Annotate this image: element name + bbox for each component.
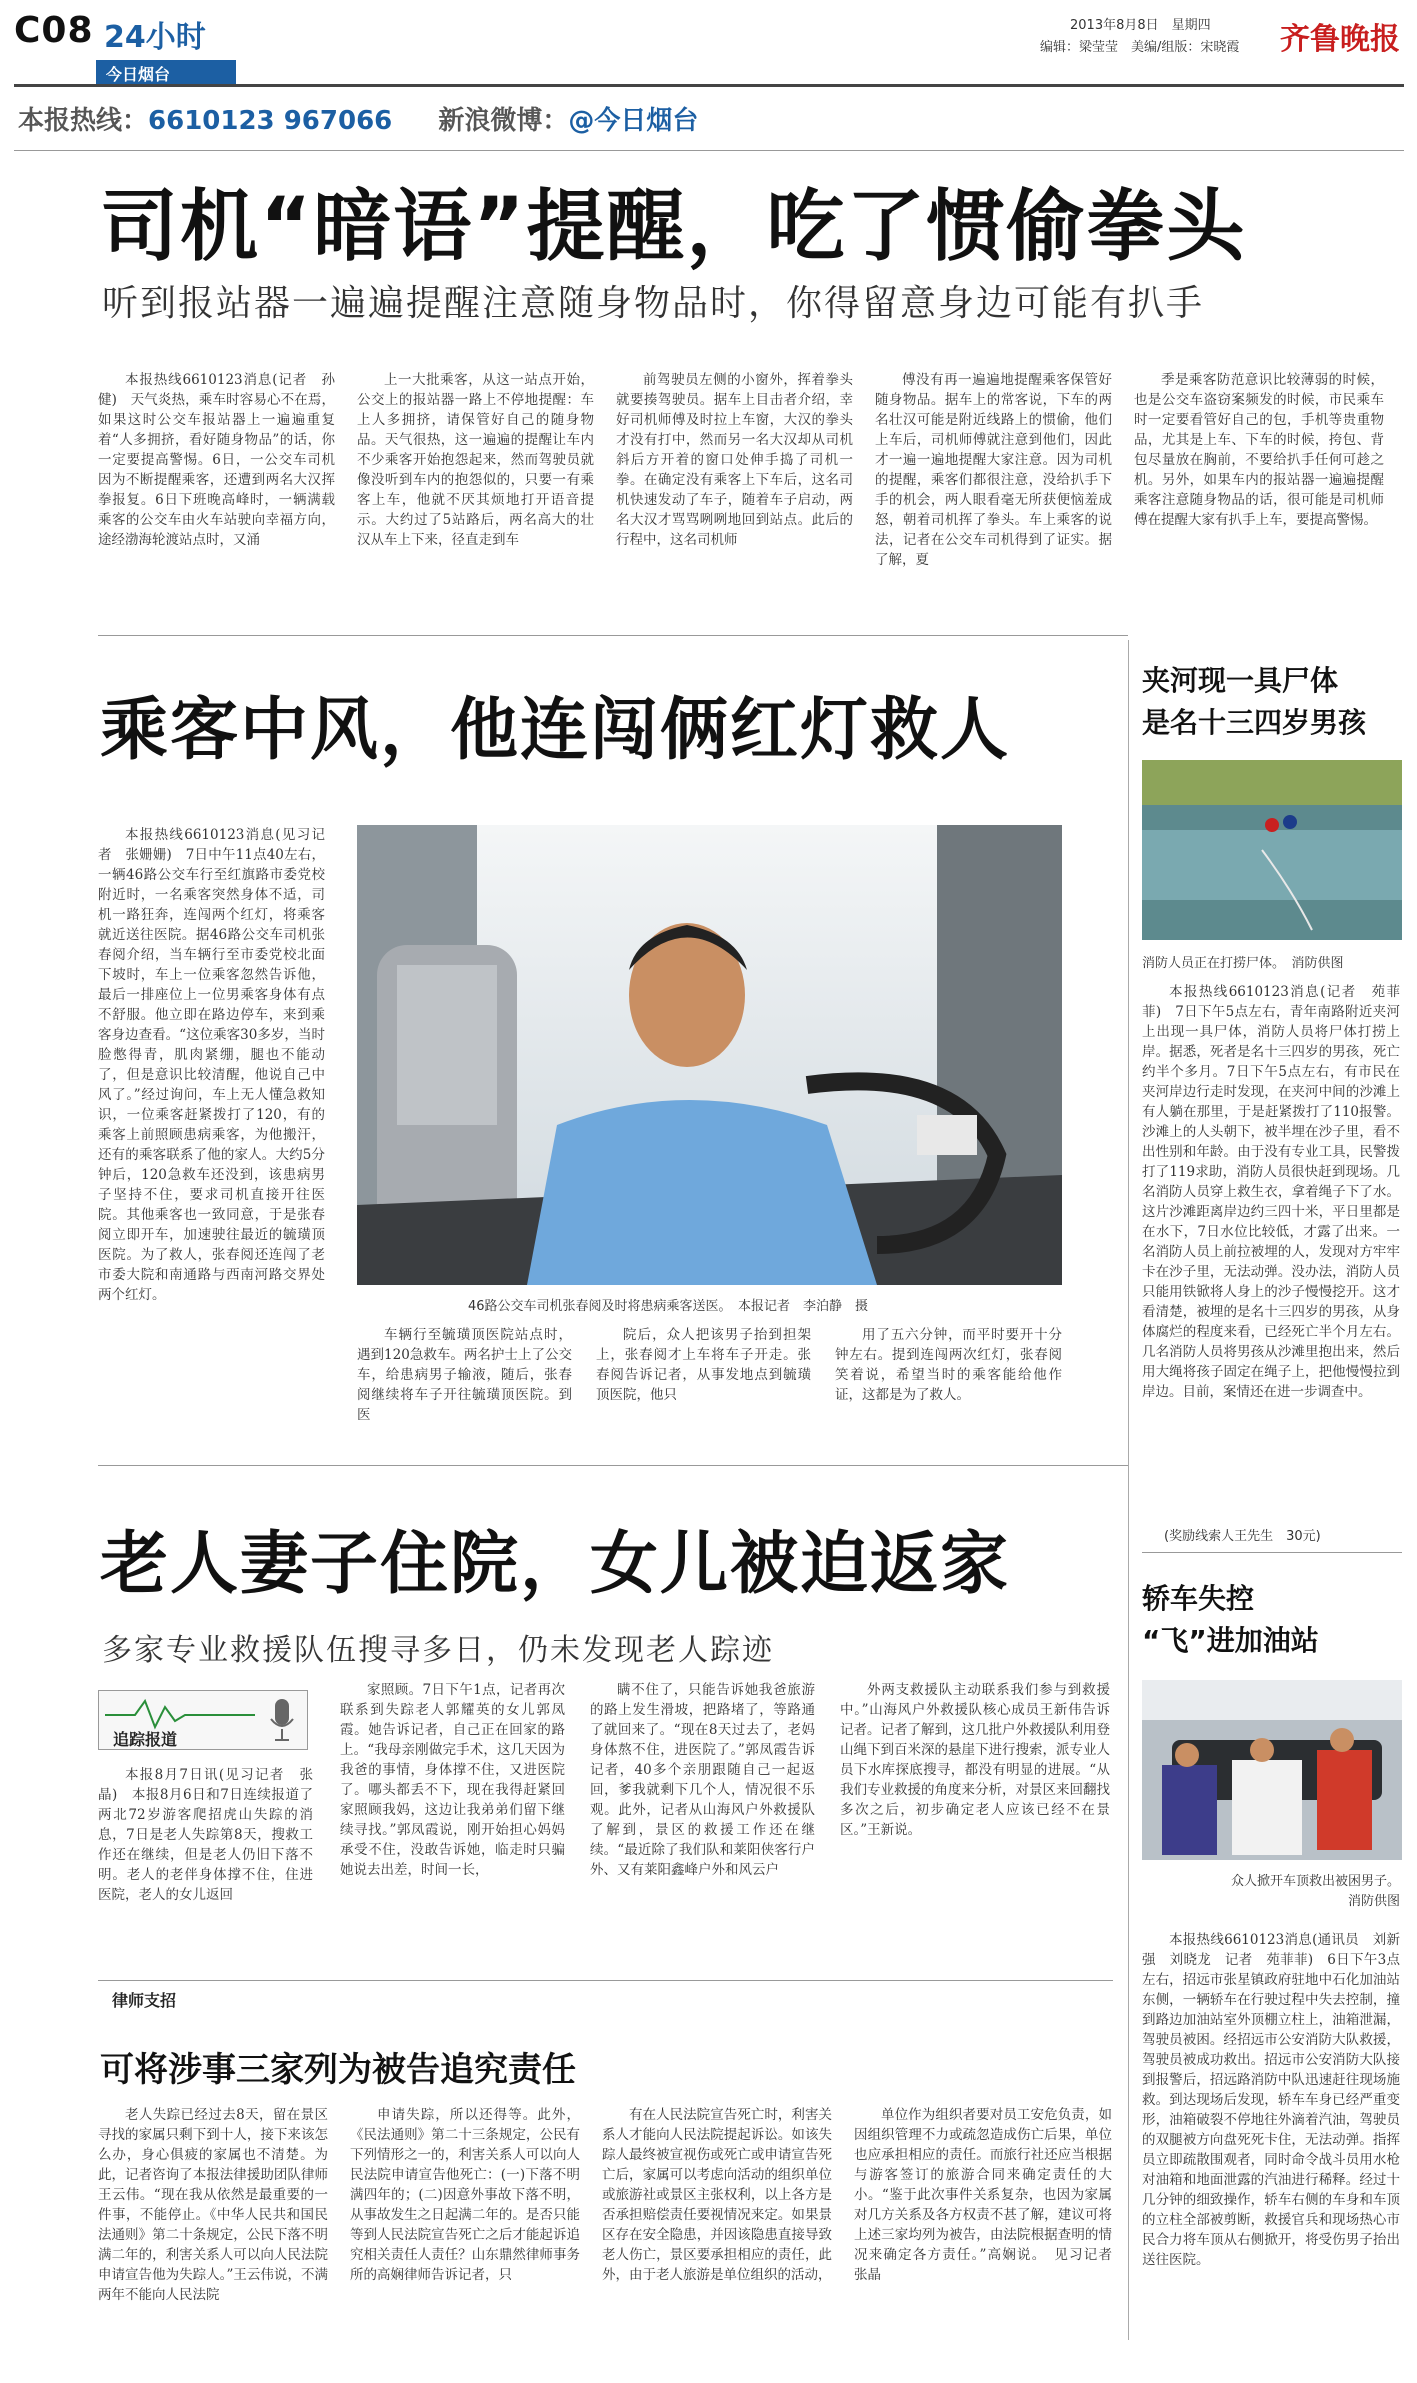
story2-left-column: 本报热线6610123消息(见习记者 张姗姗) 7日中午11点40左右，一辆46路公交车行至红旗路市委党校附近时，一名乘客突然身体不适，司机一路狂奔，连闯两个红灯，将乘客就近送往医院。据46路公交车司机张春阅介绍，当车辆行至市委党校北面下坡时，车上一位乘客忽然告诉他，最后一排座位上一位男乘客身体有点不舒服。他立即在路边停车，来到乘客身边查看。“这位乘客30多岁，当时脸憋得青，肌肉紧绷，腿也不能动了，但是意识比较清醒，他说自己中风了。”经过询问，车上无人懂急救知识，一位乘客赶紧拨打了120，有的乘客上前照顾患病乘客，为他搬汗，还有的乘客联系了他的家人。大约5分钟后，120急救车还没到，该患病男子坚持不住，要求司机直接开往医院。其他乘客也一致同意，于是张春阅立即开车，加速驶往最近的毓璜顶医院。为了救人，张春阅还连闯了老市委大院和南通路与西南河路交界处两个红灯。 — [98, 827, 325, 1303]
bus-driver-photo-illustration — [357, 825, 1062, 1285]
story2-headline: 乘客中风，他连闯俩红灯救人 — [100, 691, 1011, 770]
subsection-badge: 今日烟台 — [96, 60, 236, 87]
story3-column-3: 瞒不住了，只能告诉她我爸旅游的路上发生滑坡，把路堵了，等路通了就回来了。“现在8天过去了，老妈身体熬不住，进医院了。”郭凤霞告诉记者，40多个亲朋跟随自己一起返回，爹我就剩下几个人，情况很不乐观。此外，记者从山海风户外救援队了解到，景区的救援工作还在继续。“最近除了我们队和莱阳侠客行户外、又有莱阳鑫峰户外和风云户 — [590, 1682, 815, 1878]
masthead-rule — [14, 84, 1404, 87]
lawyer-column-4: 单位作为组织者要对员工安危负责，如因组织管理不力或疏忽造成伤亡后果，单位也应承担相应的责任。而旅行社还应当根据与游客签订的旅游合同来确定责任的大小。“鉴于此次事件关系复杂，也因为家属对几方关系及各方权责不甚了解，建议可将上述三家均列为被告，由法院根据查明的情况来确定各方责任。”高娴说。 见习记者 张晶 — [854, 2107, 1126, 2283]
sidebar1-title: 夹河现一具尸体 是名十三四岁男孩 — [1142, 664, 1367, 739]
sidebar1-body: 本报热线6610123消息(记者 苑菲菲) 7日下午5点左右，青年南路附近夹河上出现一具尸体，消防人员将尸体打捞上岸。据悉，死者是名十三四岁的男孩，死亡约半个多月。7日下午5点左右，有市民在夹河岸边行走时发现，在夹河中间的沙滩上有人躺在那里，于是赶紧拨打了110报警。沙滩上的人头朝下，被半埋在沙子里，看不出性别和年龄。由于没有专业工具，民警拨打了119求助，消防人员很快赶到现场。几名消防人员穿上救生衣，拿着绳子下了水。这片沙滩距离岸边约三四十米，平日里都是在水下，7日水位比较低，才露了出来。一名消防人员上前拉被埋的人，发现对方牢牢卡在沙子里，无法动弹。没办法，消防人员只能用铁锨将人身上的沙子慢慢挖开。这才看清楚，被埋的是名十三四岁的男孩，从身体腐烂的程度来看，已经死亡半个月左右。几名消防人员将男孩从沙滩里抱出来，然后用大绳将孩子固定在绳子上，把他慢慢拉到岸边。目前，案情还在进一步调查中。 — [1142, 984, 1400, 1400]
story1-headline: 司机“暗语”提醒，吃了惯偷拳头 — [100, 182, 1247, 272]
story3-first-column: 本报8月7日讯(见习记者 张晶) 本报8月6日和7日连续报道了两北72岁游客爬招虎山失踪的消息，7日是老人失踪第8天，搜救工作还在继续，但是老人仍旧下落不明。老人的老伴身体撑不住，住进医院，老人的女儿返回 — [98, 1767, 313, 1903]
hotline-label: 本报热线： — [18, 106, 149, 136]
hotline-rule — [14, 150, 1404, 151]
sidebar2-body: 本报热线6610123消息(通讯员 刘新强 刘晓龙 记者 苑菲菲) 6日下午3点左右，招远市张星镇政府驻地中石化加油站东侧，一辆轿车在行驶过程中失去控制，撞到路边加油站室外顶棚立柱上，油箱泄漏，驾驶员被困。经招远市公安消防大队救援，驾驶员被成功救出。招远市公安消防大队接到报警后，招远路消防中队迅速赶往现场施救。到达现场后发现，轿车车身已经严重变形，油箱破裂不停地往外滴着汽油，驾驶员的双腿被方向盘死死卡住，无法动弹。指挥员立即疏散围观者，同时命令战斗员用水枪对油箱和地面泄露的汽油进行稀释。经过十几分钟的细致操作，轿车右侧的车身和车顶的立柱全部被剪断，救援官兵和现场热心市民合力将车顶从右侧掀开，将受伤男子抬出送往医院。 — [1142, 1932, 1400, 2268]
weibo-handle: @今日烟台 — [568, 106, 699, 136]
story3-headline: 老人妻子住院，女儿被迫返家 — [100, 1525, 1011, 1604]
river-body-photo-illustration — [1142, 760, 1402, 940]
sidebar1-bottom-rule — [1142, 1552, 1402, 1553]
tracking-report-label: 追踪报道 — [113, 1730, 178, 1749]
section-name: 24小时 — [104, 20, 206, 55]
story2-bottom-column-1: 车辆行至毓璜顶医院站点时，遇到120急救车。两名护士上了公交车，给患病男子输液，随后，张春阅继续将车子开往毓璜顶医院。到医 — [357, 1327, 572, 1423]
story3-column-4: 外两支救援队主动联系我们参与到救援中。”山海风户外救援队核心成员王新伟告诉记者。记者了解到，这几批户外救援队利用登山绳下到百米深的悬崖下进行搜索，派专业人员下水库探底搜寻，都没有明显的进展。“从我们专业救援的角度来分析，对景区来回翻找多次之后，初步确定老人应该已经不在景区。”王新说。 — [840, 1682, 1110, 1838]
story2-bottom-column-2: 院后，众人把该男子抬到担架上，张春阅才上车将车子开走。张春阅告诉记者，从事发地点到毓璜顶医院，他只 — [596, 1327, 811, 1403]
editor-credits: 编辑：梁莹莹 美编/组版：宋晓霞 — [1040, 40, 1240, 55]
story3-deck: 多家专业救援队伍搜寻多日，仍未发现老人踪迹 — [102, 1633, 774, 1668]
newspaper-brand-logo: 齐鲁晚报 — [1280, 22, 1400, 57]
river-body-photo-caption: 消防人员正在打捞尸体。 消防供图 — [1142, 956, 1344, 971]
lawyer-column-1: 老人失踪已经过去8天，留在景区寻找的家属只剩下到十人，接下来该怎么办，身心俱疲的家属也不清楚。为此，记者咨询了本报法律援助团队律师王云伟。“现在我从依然是最重要的一件事，不能停止。《中华人民共和国民法通则》第二十条规定，公民下落不明满二年的，利害关系人可以向人民法院申请宣告他为失踪人。”王云伟说，不满两年不能向人民法院 — [98, 2107, 328, 2303]
lawyer-column-3: 有在人民法院宣告死亡时，利害关系人才能向人民法院提起诉讼。如该失踪人最终被宣视伤或死亡或申请宣告死亡后，家属可以考虑向活动的组织单位或旅游社或景区主张权利，以上各方是否承担赔偿责任要视情况来定。如果景区存在安全隐患，并因该隐患直接导致老人伤亡，景区要承担相应的责任，此外，由于老人旅游是单位组织的活动， — [602, 2107, 832, 2283]
bus-driver-photo-caption: 46路公交车司机张春阅及时将患病乘客送医。 本报记者 李泊静 摄 — [468, 1299, 869, 1314]
story3-column-2: 家照顾。7日下午1点，记者再次联系到失踪老人郭耀英的女儿郭凤霞。她告诉记者，自己正在回家的路上。“我母亲刚做完手术，这几天因为我爸的事情，身体撑不住，又进医院了。哪头都丢不下，现在我得赶紧回家照顾我妈，这边让我弟弟们留下继续寻找。”郭凤霞说，刚开始担心妈妈承受不住，没敢告诉她，临走时只骗她说去出差，时间一长， — [340, 1682, 565, 1878]
sidebar2-title: 轿车失控 “飞”进加油站 — [1142, 1582, 1319, 1657]
microphone-icon — [267, 1697, 297, 1745]
hotline-bar — [18, 100, 698, 137]
hotline-numbers: 6610123 967066 — [148, 106, 393, 136]
weibo-label: 新浪微博： — [438, 106, 569, 136]
tracking-report-badge — [98, 1690, 308, 1750]
sidebar1-reward-note: (奖励线索人王先生 30元) — [1164, 1529, 1321, 1544]
bus-driver-photo — [357, 825, 1062, 1285]
page-code: C08 — [14, 10, 94, 51]
story1-column-1: 本报热线6610123消息(记者 孙健) 天气炎热，乘车时容易心不在焉，如果这时公交车报站器上一遍遍重复着“人多拥挤，看好随身物品”的话，你一定要提高警惕。6日，一公交车司机因为不断提醒乘客，还遭到两名大汉挥拳报复。6日下班晚高峰时，一辆满载乘客的公交车由火车站驶向幸福方向，途经渤海轮渡站点时，又涌 — [98, 372, 335, 548]
story1-deck: 听到报站器一遍遍提醒注意随身物品时，你得留意身边可能有扒手 — [102, 283, 1205, 324]
story2-bottom-column-3: 用了五六分钟，而平时要开十分钟左右。提到连闯两次红灯，张春阅笑着说，希望当时的乘客能给他作证，这都是为了救人。 — [835, 1327, 1062, 1403]
story1-column-5: 季是乘客防范意识比较薄弱的时候，也是公交车盗窃案频发的时候，市民乘车时一定要看管好自己的包，手机等贵重物品，尤其是上车、下车的时候，挎包、背包尽量放在胸前，不要给扒手任何可趁之机。另外，如果车内的报站器一遍遍提醒乘客注意随身物品的话，很可能是司机师傅在提醒大家有扒手上车，要提高警惕。 — [1134, 372, 1384, 528]
lawyer-top-rule — [98, 1980, 1113, 1981]
car-rescue-photo — [1142, 1680, 1402, 1860]
story2-bottom-rule — [98, 1465, 1128, 1466]
river-body-photo — [1142, 760, 1402, 940]
story1-column-4: 傅没有再一遍遍地提醒乘客保管好随身物品。据车上的常客说，下车的两名壮汉可能是附近线路上的惯偷，他们上车后，司机师傅就注意到他们，因此才一遍一遍地提醒大家注意。因为司机的提醒，乘客们都很注意，没给扒手下手的机会，两人眼看毫无所获便恼羞成怒，朝着司机挥了拳头。车上乘客的说法，记者在公交车司机得到了证实。据了解，夏 — [875, 372, 1112, 568]
lawyer-advice-tag: 律师支招 — [112, 1991, 177, 2010]
lawyer-column-2: 申请失踪，所以还得等。此外，《民法通则》第二十三条规定，公民有下列情形之一的，利害关系人可以向人民法院申请宣告他死亡：(一)下落不明满四年的；(二)因意外事故下落不明，从事故发生之日起满二年的。是否只能等到人民法院宣告死亡之后才能起诉追究相关责任人责任？山东鼎然律师事务所的高娴律师告诉记者，只 — [350, 2107, 580, 2283]
car-rescue-photo-caption: 众人掀开车顶救出被困男子。 消防供图 — [1230, 1874, 1400, 1909]
sidebar-divider — [1128, 640, 1129, 2340]
lawyer-advice-title: 可将涉事三家列为被告追究责任 — [100, 2050, 576, 2090]
car-rescue-photo-illustration — [1142, 1680, 1402, 1860]
issue-date: 2013年8月8日 星期四 — [1070, 18, 1211, 33]
story1-column-2: 上一大批乘客，从这一站点开始，公交上的报站器一路上不停地提醒：车上人多拥挤，请保管好自己的随身物品。天气很热，这一遍遍的提醒让车内不少乘客开始抱怨起来，然而驾驶员就像没听到车内的抱怨似的，只要一有乘客上车，他就不厌其烦地打开语音提示。大约过了5站路后，两名高大的壮汉从车上下来，径直走到车 — [357, 372, 594, 548]
story1-bottom-rule — [98, 635, 1128, 636]
story1-column-3: 前驾驶员左侧的小窗外，挥着拳头就要揍驾驶员。据车上目击者介绍，幸好司机师傅及时拉上车窗，大汉的拳头才没有打中，然而另一名大汉却从司机斜后方开着的窗口处伸手捣了司机一拳。在确定没有乘客上下车后，这名司机快速发动了车子，随着车子启动，两名大汉才骂骂咧咧地回到站点。此后的行程中，这名司机师 — [616, 372, 853, 548]
